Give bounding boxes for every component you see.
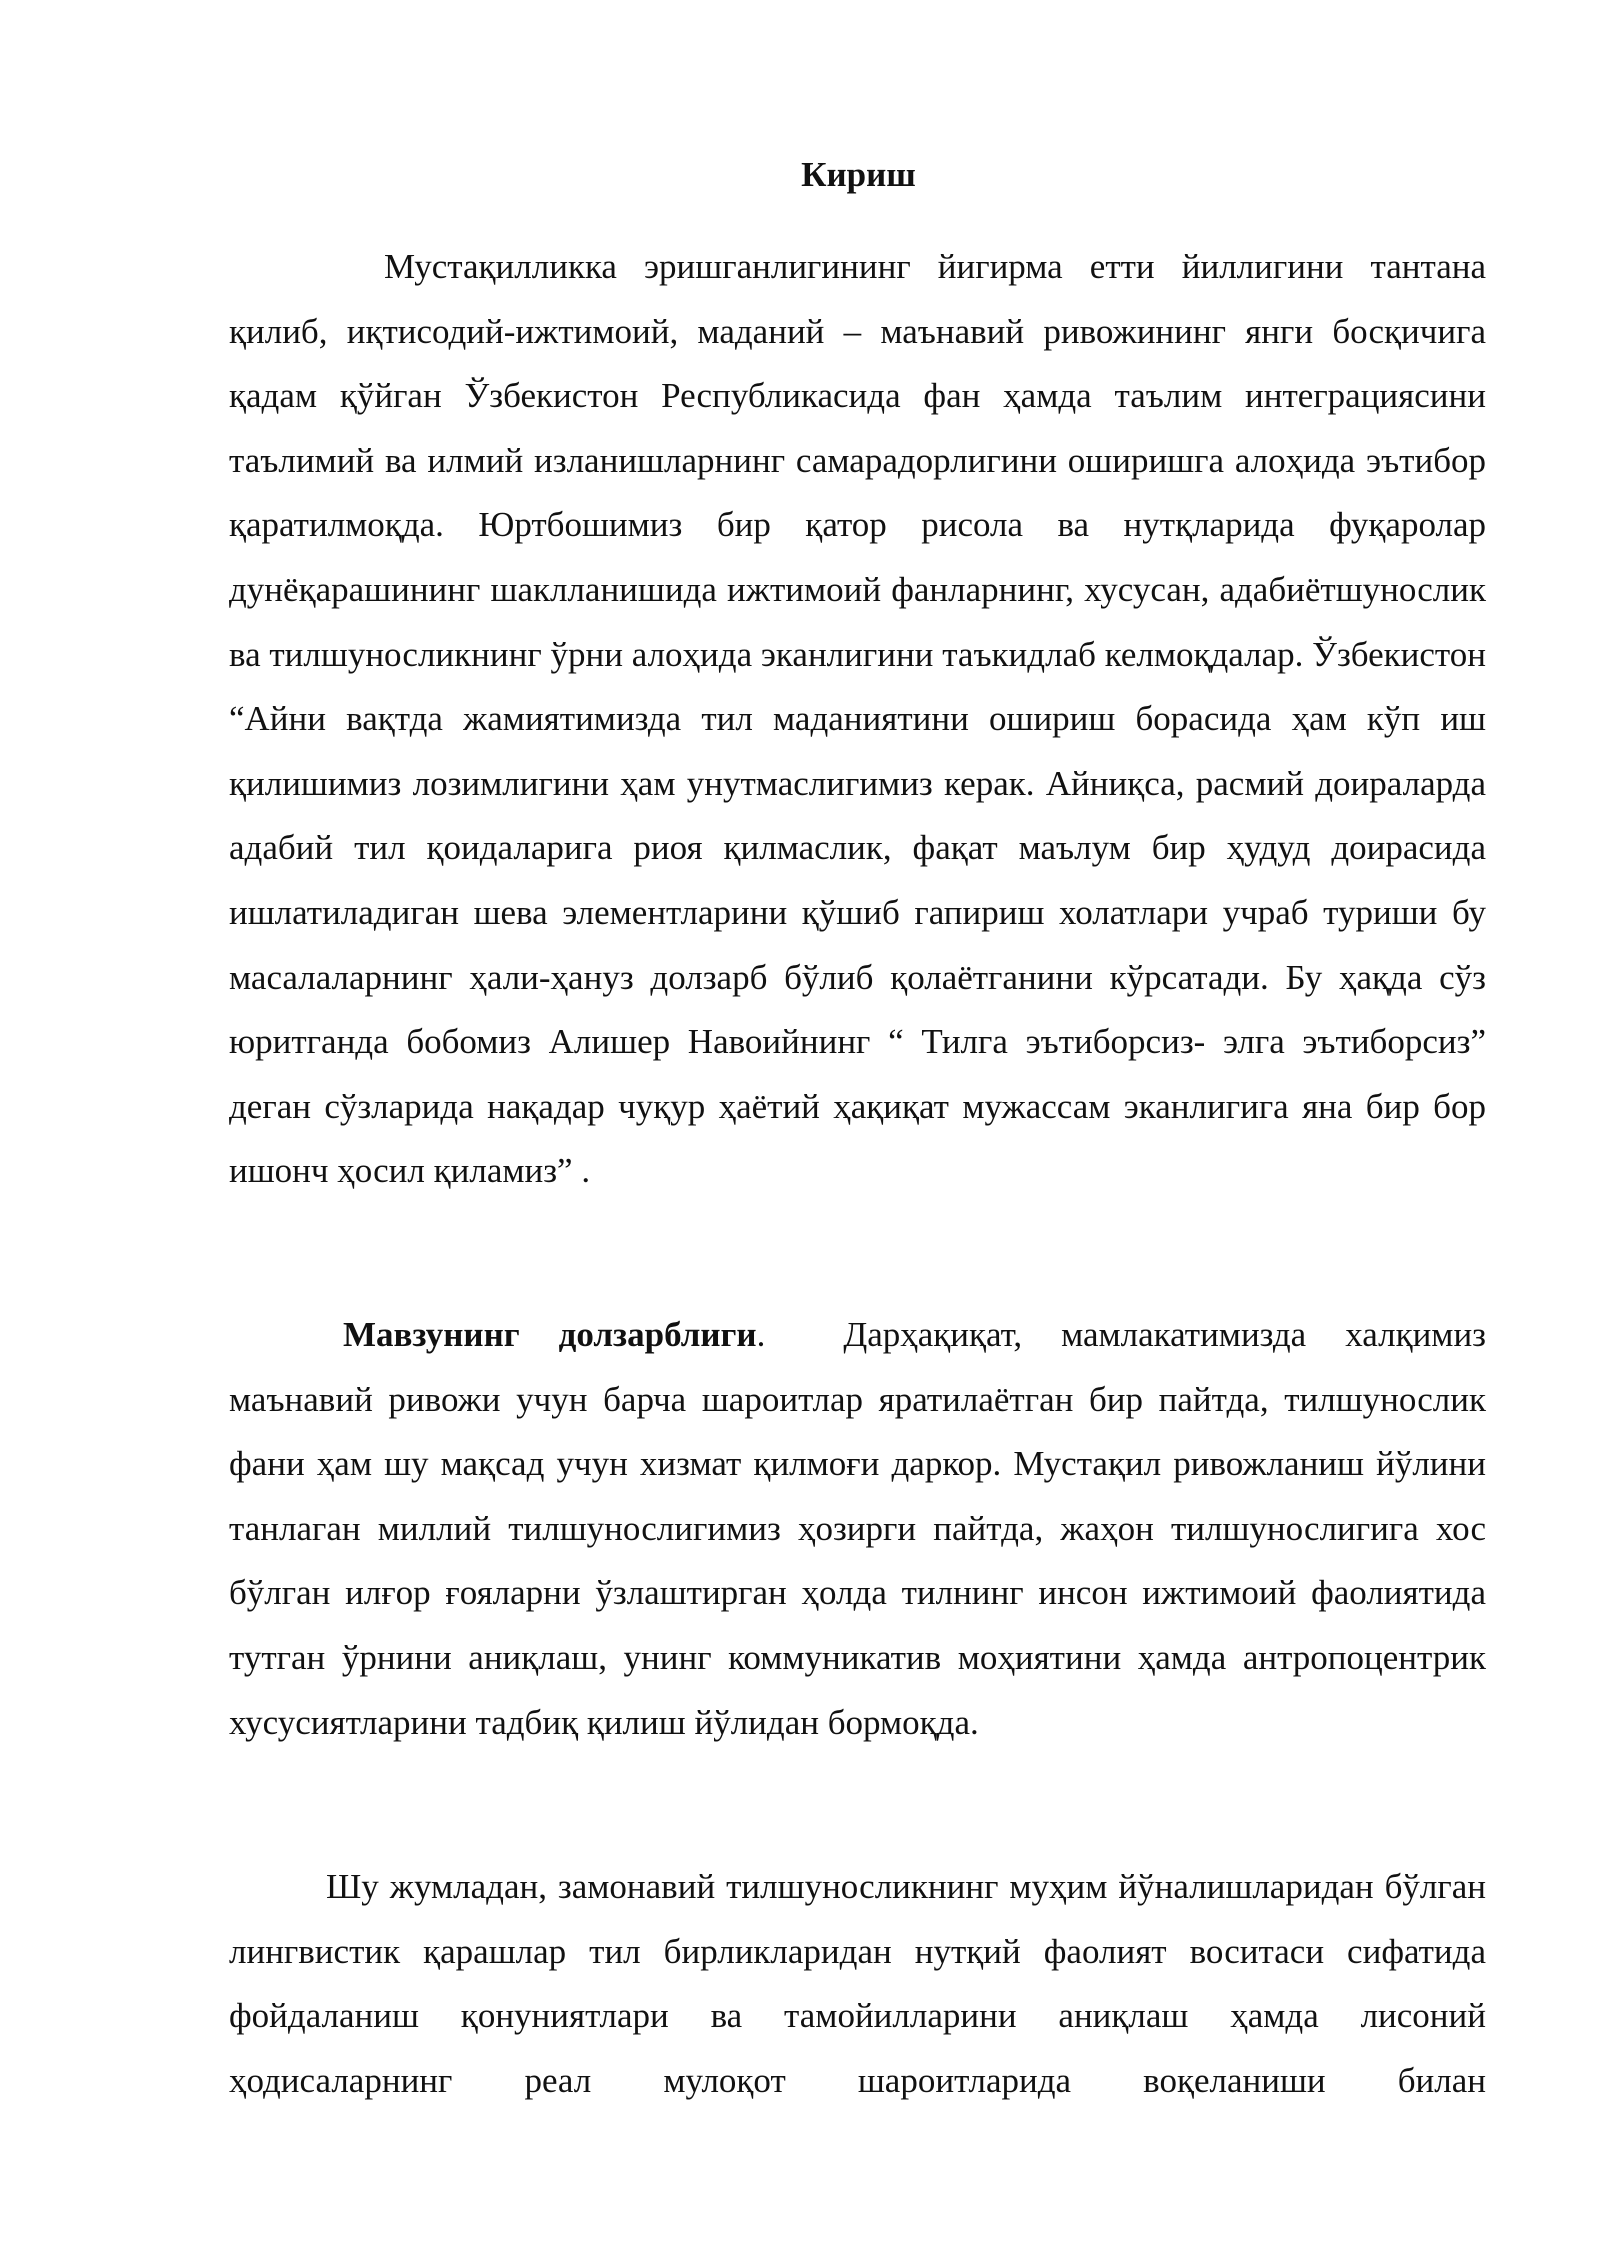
paragraph-linguistic-views: Шу жумладан, замонавий тилшуносликнинг муҳим йўналишларидан бўлган лингвистик қарашлар тил бирликларидан нутқий фаолият воситаси сифатида фойдаланиш қонуниятлари ва тамойилларини аниқлаш ҳамда лисоний ҳодисаларнинг реал мулоқот шароитларида воқеланиши билан [229,1867,1486,2100]
relevance-heading: Мавзунинг долзарблиги [343,1315,757,1354]
relevance-heading-punctuation: . [756,1315,766,1354]
page-title: Кириш [801,155,916,194]
paragraph-introduction: Мустақилликка эришганлигининг йигирма етти йиллигини тантана қилиб, иқтисодий-ижтимоий, маданий – маънавий ривожининг янги босқичига қадам қўйган Ўзбекистон Республикасида фан ҳамда таълим интеграциясини таълимий ва илмий изланишларнинг самарадорлигини оширишга алоҳида эътибор қаратилмоқда. Юртбошимиз бир қатор рисола ва нутқларида фуқаролар дунёқарашининг шаклланишида ижтимоий фанларнинг, хусусан, адабиётшунослик ва тилшуносликнинг ўрни алоҳида эканлигини таъкидлаб келмоқдалар. Ўзбекистон “Айни вақтда жамиятимизда тил маданиятини ошириш борасида ҳам кўп иш қилишимиз лозимлигини ҳам унутмаслигимиз керак. Айниқса, расмий доираларда адабий тил қоидаларига риоя қилмаслик, фақат маълум бир ҳудуд доирасида ишлатиладиган шева элементларини қўшиб гапириш холатлари учраб туриши бу масалаларнинг ҳали-ҳануз долзарб бўлиб қолаётганини кўрсатади. Бу ҳақда сўз юритганда бобомиз Алишер Навоийнинг “ Тилга эътиборсиз- элга эътиборсиз” деган сўзларида нақадар чуқур ҳаётий ҳақиқат мужассам эканлигига яна бир бор ишонч ҳосил қиламиз” . [229,247,1486,1191]
relevance-text: Дарҳақиқат, мамлакатимизда халқимиз маънавий ривожи учун барча шароитлар яратилаётган бир пайтда, тилшунослик фани ҳам шу мақсад учун хизмат қилмоғи даркор. Мустақил ривожланиш йўлини танлаган миллий тилшунослигимиз ҳозирги пайтда, жаҳон тилшунослигига хос бўлган илғор ғояларни ўзлаштирган ҳолда тилнинг инсон ижтимоий фаолиятида тутган ўрнини аниқлаш, унинг коммуникатив моҳиятини ҳамда антропоцентрик хусусиятларини тадбиқ қилиш йўлидан бормоқда. [229,1315,1487,1742]
paragraph-relevance [229,1303,1486,1755]
